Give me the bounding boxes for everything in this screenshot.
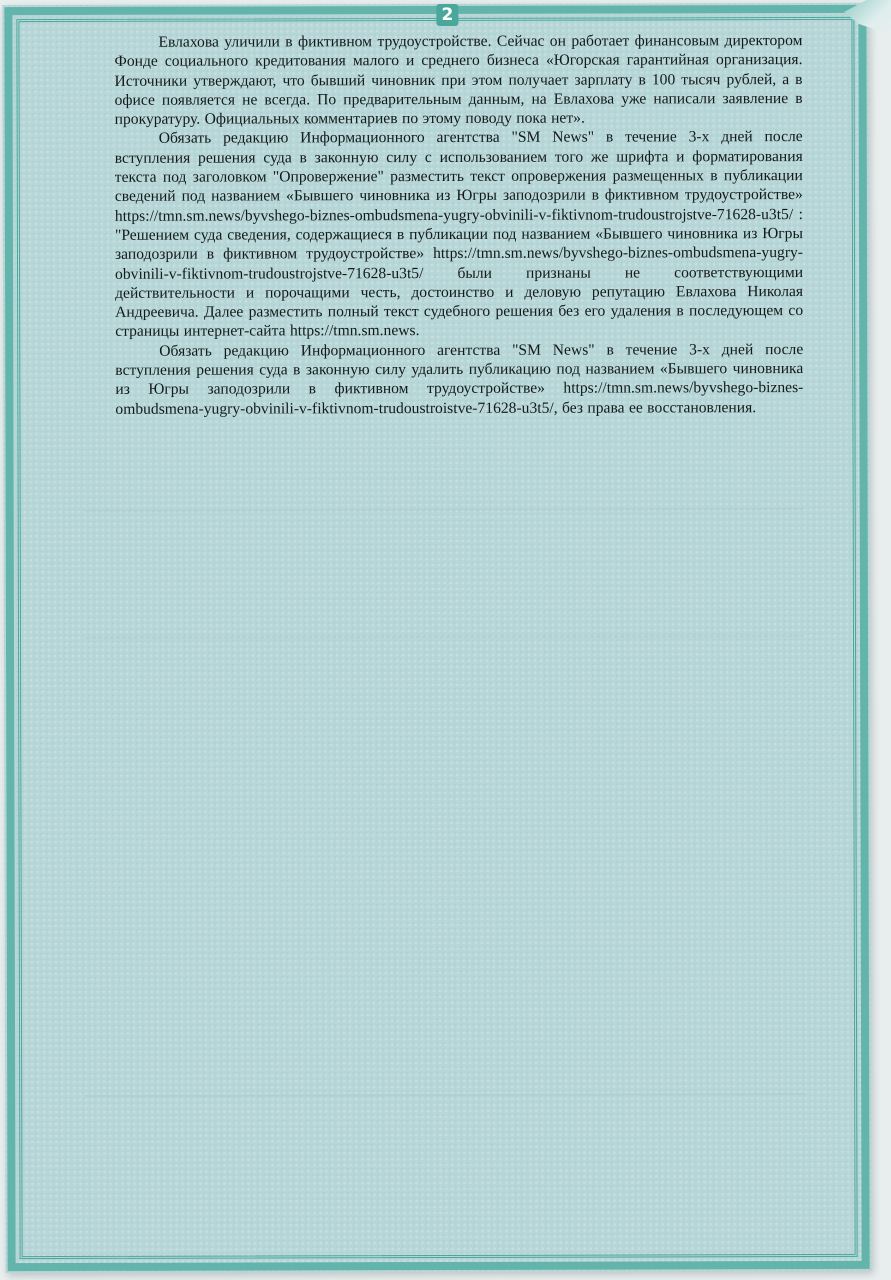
document-page	[2, 3, 871, 1273]
paragraph-3: Обязать редакцию Информационного агентства "SM News" в течение 3-х дней после вступления решения суда в законную силу удалить публикацию под названием «Бывшего чиновника из Югры заподозрили в фиктивном трудоустройстве» https://tmn.sm.news/byvshego-biznes-ombudsmena-yugry-obvinili-v-fiktivnom-trudoustroistve-71628-u3t5/, без права ее восстановления.	[115, 340, 804, 418]
document-body	[114, 31, 803, 419]
paragraph-1: Евлахова уличили в фиктивном трудоустройстве. Сейчас он работает финансовым директором Фонде социального кредитования малого и среднего бизнеса «Югорская гарантийная организация. Источники утверждают, что бывший чиновник при этом получает зарплату в 100 тысяч рублей, а в офисе появляется не всегда. По предварительным данным, на Евлахова уже написали заявление в прокуратуру. Официальных комментариев по этому поводу пока нет».	[114, 32, 803, 129]
page-number: 2	[436, 4, 458, 26]
paragraph-2: Обязать редакцию Информационного агентства "SM News" в течение 3-х дней после вступления решения суда в законную силу с использованием того же шрифта и форматирования текста под заголовком "Опровержение" разместить текст опровержения размещенных в публикации сведений под названием «Бывшего чиновника из Югры заподозрили в фиктивном трудоустройстве» https://tmn.sm.news/byvshego-biznes-ombudsmena-yugry-obvinili-v-fiktivnom-trudoustrojstve-71628-u3t5/ : "Решением суда сведения, содержащиеся в публикации под названием «Бывшего чиновника из Югры заподозрили в фиктивном трудоустройстве» https://tmn.sm.news/byvshego-biznes-ombudsmena-yugry-obvinili-v-fiktivnom-trudoustrojstve-71628-u3t5/ были признаны не соответствующими действительности и порочащими честь, достоинство и деловую репутацию Евлахова Николая Андреевича. Далее разместить полный текст судебного решения без его удаления в последующем со страницы интернет-сайта https://tmn.sm.news.	[114, 128, 804, 341]
